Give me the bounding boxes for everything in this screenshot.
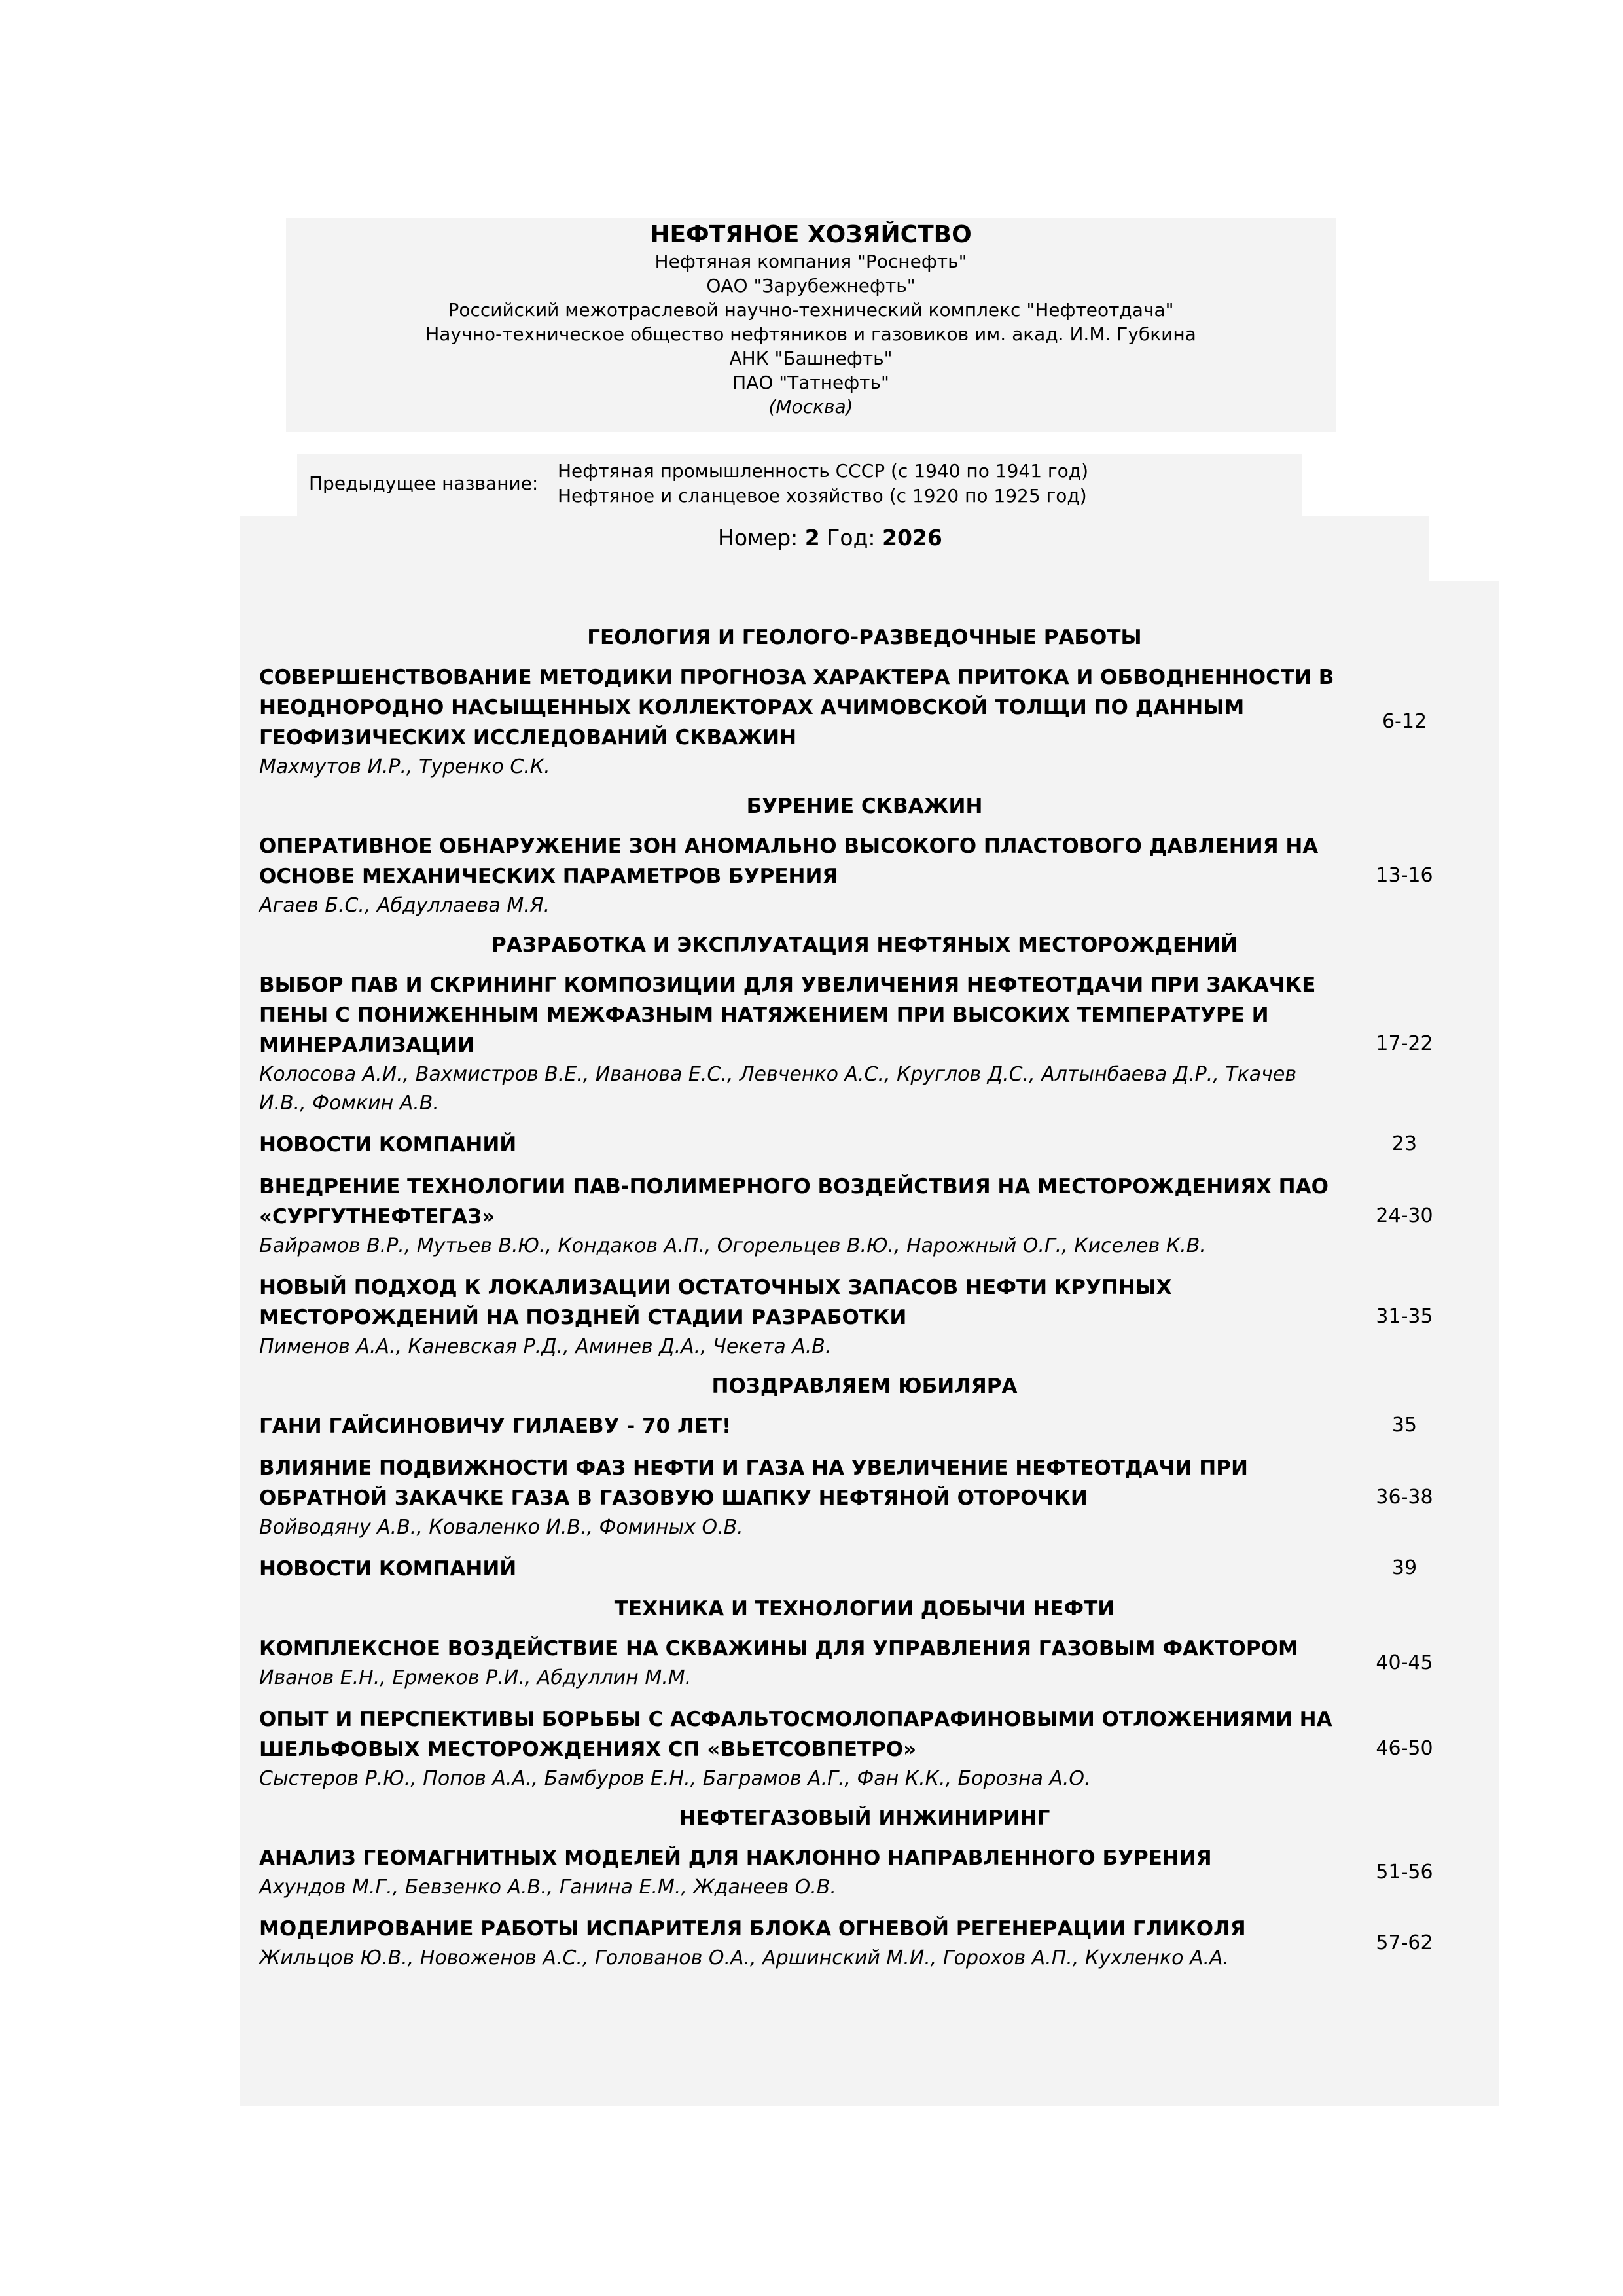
toc-entry-text <box>259 1634 1339 1693</box>
article-authors: Агаев Б.С., Абдуллаева М.Я. <box>259 894 550 917</box>
journal-title: НЕФТЯНОЕ ХОЗЯЙСТВО <box>650 221 972 248</box>
toc-section-heading: ПОЗДРАВЛЯЕМ ЮБИЛЯРА <box>711 1374 1018 1398</box>
article-authors: Ахундов М.Г., Бевзенко А.В., Ганина Е.М., Жданеев О.В. <box>259 1876 836 1899</box>
issue-year: 2026 <box>882 525 942 550</box>
article-pages: 51-56 <box>1376 1861 1433 1884</box>
toc-section-heading: НЕФТЕГАЗОВЫЙ ИНЖИНИРИНГ <box>679 1806 1050 1830</box>
article-title[interactable]: ВЛИЯНИЕ ПОДВИЖНОСТИ ФАЗ НЕФТИ И ГАЗА НА УВЕЛИЧЕНИЕ НЕФТЕОТДАЧИ ПРИ ОБРАТНОЙ ЗАКАЧКЕ ГАЗА В ГАЗОВУЮ ШАПКУ НЕФТЯНОЙ ОТОРОЧКИ <box>259 1456 1248 1510</box>
toc-entry[interactable] <box>259 1634 1470 1693</box>
toc-section-heading: ТЕХНИКА И ТЕХНОЛОГИИ ДОБЫЧИ НЕФТИ <box>614 1597 1115 1621</box>
toc-entry-text <box>259 831 1339 920</box>
toc-entry[interactable] <box>259 1704 1470 1793</box>
article-title[interactable]: ОПЕРАТИВНОЕ ОБНАРУЖЕНИЕ ЗОН АНОМАЛЬНО ВЫСОКОГО ПЛАСТОВОГО ДАВЛЕНИЯ НА ОСНОВЕ МЕХАНИЧЕСКИХ ПАРАМЕТРОВ БУРЕНИЯ <box>259 834 1319 888</box>
article-pages: 40-45 <box>1376 1651 1433 1674</box>
previous-name: Нефтяное и сланцевое хозяйство (с 1920 по 1925 год) <box>558 485 1087 507</box>
previous-names <box>297 454 1302 516</box>
toc-entry-text <box>259 1843 1339 1902</box>
article-title[interactable]: МОДЕЛИРОВАНИЕ РАБОТЫ ИСПАРИТЕЛЯ БЛОКА ОГНЕВОЙ РЕГЕНЕРАЦИИ ГЛИКОЛЯ <box>259 1917 1246 1941</box>
article-authors: Махмутов И.Р., Туренко С.К. <box>259 755 550 778</box>
article-title[interactable]: ГАНИ ГАЙСИНОВИЧУ ГИЛАЕВУ - 70 ЛЕТ! <box>259 1414 732 1438</box>
article-pages: 23 <box>1391 1132 1418 1155</box>
toc-entry[interactable] <box>259 1411 1470 1441</box>
toc-entry[interactable] <box>259 970 1470 1118</box>
article-title[interactable]: ВЫБОР ПАВ И СКРИНИНГ КОМПОЗИЦИИ ДЛЯ УВЕЛИЧЕНИЯ НЕФТЕОТДАЧИ ПРИ ЗАКАЧКЕ ПЕНЫ С ПОНИЖЕННЫМ МЕЖФАЗНЫМ НАТЯЖЕНИЕМ ПРИ ВЫСОКИХ ТЕМПЕРАТУРЕ И МИНЕРАЛИЗАЦИИ <box>259 973 1316 1057</box>
previous-name: Нефтяная промышленность СССР (с 1940 по 1941 год) <box>558 460 1089 482</box>
toc-entry[interactable] <box>259 1272 1470 1361</box>
previous-names-label: Предыдущее название: <box>309 473 539 494</box>
article-authors: Жильцов Ю.В., Новоженов А.С., Голованов О.А., Аршинский М.И., Горохов А.П., Кухленко А.А. <box>259 1946 1230 1969</box>
article-title[interactable]: ВНЕДРЕНИЕ ТЕХНОЛОГИИ ПАВ-ПОЛИМЕРНОГО ВОЗДЕЙСТВИЯ НА МЕСТОРОЖДЕНИЯХ ПАО «СУРГУТНЕФТЕГАЗ» <box>259 1175 1329 1229</box>
table-of-contents <box>240 581 1499 2106</box>
previous-names-list <box>558 459 1088 509</box>
article-pages: 17-22 <box>1376 1032 1433 1055</box>
toc-entry-text <box>259 662 1339 781</box>
article-title[interactable]: ОПЫТ И ПЕРСПЕКТИВЫ БОРЬБЫ С АСФАЛЬТОСМОЛОПАРАФИНОВЫМИ ОТЛОЖЕНИЯМИ НА ШЕЛЬФОВЫХ МЕСТОРОЖДЕНИЯХ СП «ВЬЕТСОВПЕТРО» <box>259 1708 1332 1761</box>
article-authors: Войводяну А.В., Коваленко И.В., Фоминых О.В. <box>259 1516 743 1539</box>
article-title[interactable]: СОВЕРШЕНСТВОВАНИЕ МЕТОДИКИ ПРОГНОЗА ХАРАКТЕРА ПРИТОКА И ОБВОДНЕННОСТИ В НЕОДНОРОДНО НАСЫЩЕННЫХ КОЛЛЕКТОРАХ АЧИМОВСКОЙ ТОЛЩИ ПО ДАННЫМ ГЕОФИЗИЧЕСКИХ ИССЛЕДОВАНИЙ СКВАЖИН <box>259 666 1334 749</box>
journal-city: (Москва) <box>768 396 853 418</box>
article-pages: 35 <box>1391 1414 1418 1437</box>
toc-section-heading: РАЗРАБОТКА И ЭКСПЛУАТАЦИЯ НЕФТЯНЫХ МЕСТОРОЖДЕНИЙ <box>491 933 1238 957</box>
article-pages: 24-30 <box>1376 1204 1433 1227</box>
article-authors: Пименов А.А., Каневская Р.Д., Аминев Д.А., Чекета А.В. <box>259 1335 832 1358</box>
toc-entry-text <box>259 1914 1339 1973</box>
article-pages: 39 <box>1391 1556 1418 1579</box>
article-pages: 31-35 <box>1376 1305 1433 1328</box>
toc-entry[interactable] <box>259 1172 1470 1261</box>
toc-entry-text <box>259 1172 1339 1261</box>
publisher-line: Нефтяная компания "Роснефть" <box>654 251 967 272</box>
article-pages: 36-38 <box>1376 1486 1433 1509</box>
publisher-line: Российский межотраслевой научно-технический комплекс "Нефтеотдача" <box>448 299 1174 321</box>
article-pages: 46-50 <box>1376 1737 1433 1760</box>
article-title[interactable]: НОВЫЙ ПОДХОД К ЛОКАЛИЗАЦИИ ОСТАТОЧНЫХ ЗАПАСОВ НЕФТИ КРУПНЫХ МЕСТОРОЖДЕНИЙ НА ПОЗДНЕЙ СТАДИИ РАЗРАБОТКИ <box>259 1276 1172 1329</box>
issue-info <box>240 516 1429 581</box>
publisher-line: Научно-техническое общество нефтяников и газовиков им. акад. И.М. Губкина <box>425 323 1196 345</box>
issue-number-label: Номер: <box>718 525 798 550</box>
article-authors: Сыстеров Р.Ю., Попов А.А., Бамбуров Е.Н., Баграмов А.Г., Фан К.К., Борозна А.О. <box>259 1767 1091 1790</box>
publisher-line: ПАО "Татнефть" <box>732 372 889 393</box>
article-pages: 57-62 <box>1376 1931 1433 1954</box>
article-authors: Иванов Е.Н., Ермеков Р.И., Абдуллин М.М. <box>259 1666 692 1689</box>
toc-entry-text <box>259 1554 1339 1584</box>
publisher-line: АНК "Башнефть" <box>729 348 893 369</box>
toc-entry[interactable] <box>259 1130 1470 1160</box>
toc-entry[interactable] <box>259 1843 1470 1902</box>
article-pages: 13-16 <box>1376 864 1433 887</box>
issue-line <box>718 524 942 552</box>
toc-entry-text <box>259 1411 1339 1441</box>
toc-section-heading: БУРЕНИЕ СКВАЖИН <box>746 795 983 818</box>
article-title[interactable]: НОВОСТИ КОМПАНИЙ <box>259 1557 517 1581</box>
issue-number: 2 <box>804 525 820 550</box>
toc-entry-text <box>259 1453 1339 1542</box>
article-authors: Колосова А.И., Вахмистров В.Е., Иванова Е.С., Левченко А.С., Круглов Д.С., Алтынбаева Д.Р., Ткачев И.В., Фомкин А.В. <box>259 1063 1297 1115</box>
toc-entry[interactable] <box>259 831 1470 920</box>
toc-section-heading: ГЕОЛОГИЯ И ГЕОЛОГО-РАЗВЕДОЧНЫЕ РАБОТЫ <box>587 626 1142 649</box>
article-pages: 6-12 <box>1382 710 1427 733</box>
toc-list <box>259 620 1470 1984</box>
toc-entry[interactable] <box>259 662 1470 781</box>
toc-entry[interactable] <box>259 1453 1470 1542</box>
toc-entry-text <box>259 1704 1339 1793</box>
toc-entry-text <box>259 1130 1339 1160</box>
toc-entry-text <box>259 970 1339 1118</box>
issue-year-label: Год: <box>827 525 876 550</box>
toc-entry[interactable] <box>259 1914 1470 1973</box>
journal-header <box>286 218 1336 432</box>
toc-entry[interactable] <box>259 1554 1470 1584</box>
article-title[interactable]: АНАЛИЗ ГЕОМАГНИТНЫХ МОДЕЛЕЙ ДЛЯ НАКЛОННО НАПРАВЛЕННОГО БУРЕНИЯ <box>259 1846 1212 1870</box>
article-authors: Байрамов В.Р., Мутьев В.Ю., Кондаков А.П., Огорельцев В.Ю., Нарожный О.Г., Киселев К.В. <box>259 1234 1206 1257</box>
toc-entry-text <box>259 1272 1339 1361</box>
publisher-line: ОАО "Зарубежнефть" <box>706 275 916 296</box>
article-title[interactable]: НОВОСТИ КОМПАНИЙ <box>259 1133 517 1157</box>
article-title[interactable]: КОМПЛЕКСНОЕ ВОЗДЕЙСТВИЕ НА СКВАЖИНЫ ДЛЯ УПРАВЛЕНИЯ ГАЗОВЫМ ФАКТОРОМ <box>259 1637 1298 1660</box>
